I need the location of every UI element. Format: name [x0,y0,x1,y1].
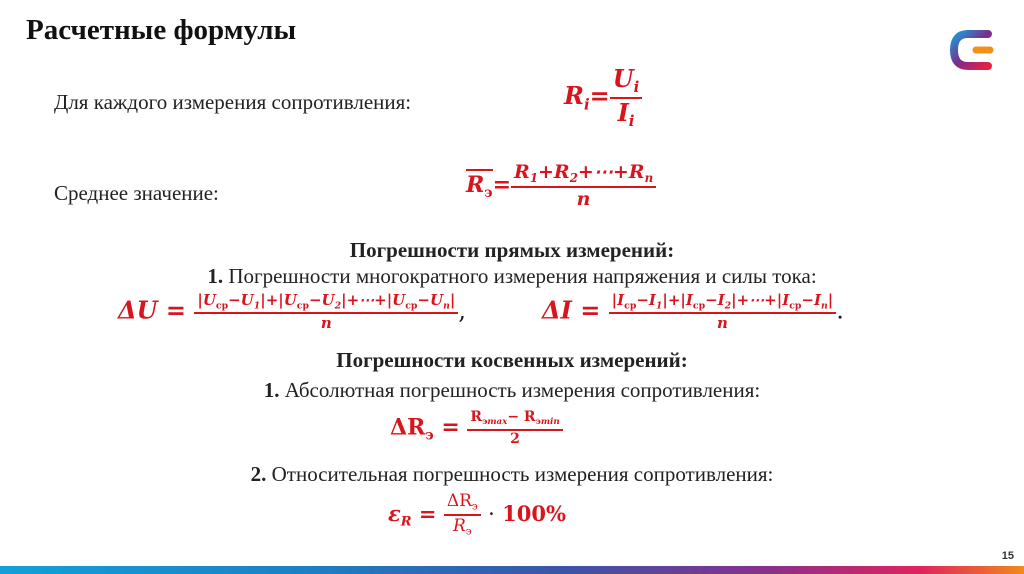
brand-logo-icon [948,26,998,74]
label-each-measurement: Для каждого измерения сопротивления: [54,90,412,114]
formula-ri: $R_i=$ $\frac{U_i}{I_i}$ [564,66,642,129]
label-mean-value: Среднее значение: [54,181,219,205]
section-direct-errors-item [0,264,1024,289]
item1-number: 1. [263,378,280,402]
item2-text: Относительная погрешность измерения сопротивления: [271,462,774,486]
section-indirect-item2 [0,462,1024,487]
item-number: 1. [207,264,224,288]
item-text: Погрешности многократного измерения напряжения и силы тока: [228,264,817,288]
section-indirect-errors-heading: Погрешности косвенных измерений: [336,348,688,372]
formula-delta-u: ΔU = $\frac{|U_{ср}-U_1|+|U_{ср}-U_2|+\cdots+|U_{ср}-U_n|}{n}$ , [118,291,466,333]
page-title: Расчетные формулы [26,14,297,46]
section-direct-errors-heading: Погрешности прямых измерений: [349,238,675,262]
formula-delta-r: $\Delta R_э$ = $\frac{R_{эmax}- R_{эmin}}{2}$ [390,410,563,447]
formula-mean-resistance: $R_э=$ $\frac{R_1+R_2+\cdots+R_n}{n}$ [466,162,656,210]
bottom-color-bar [0,566,1024,574]
page-number: 15 [1001,550,1014,562]
formula-delta-i: ΔI = $\frac{|I_{ср}-I_1|+|I_{ср}-I_2|+\cdots+|I_{ср}-I_n|}{n}$ . [542,291,844,333]
formula-epsilon: $\varepsilon_R$ = $\frac{\Delta R_э}{R_э}$ · 100% [388,491,566,538]
item1-text: Абсолютная погрешность измерения сопротивления: [284,378,761,402]
item2-number: 2. [250,462,267,486]
section-indirect-item1 [0,378,1024,403]
